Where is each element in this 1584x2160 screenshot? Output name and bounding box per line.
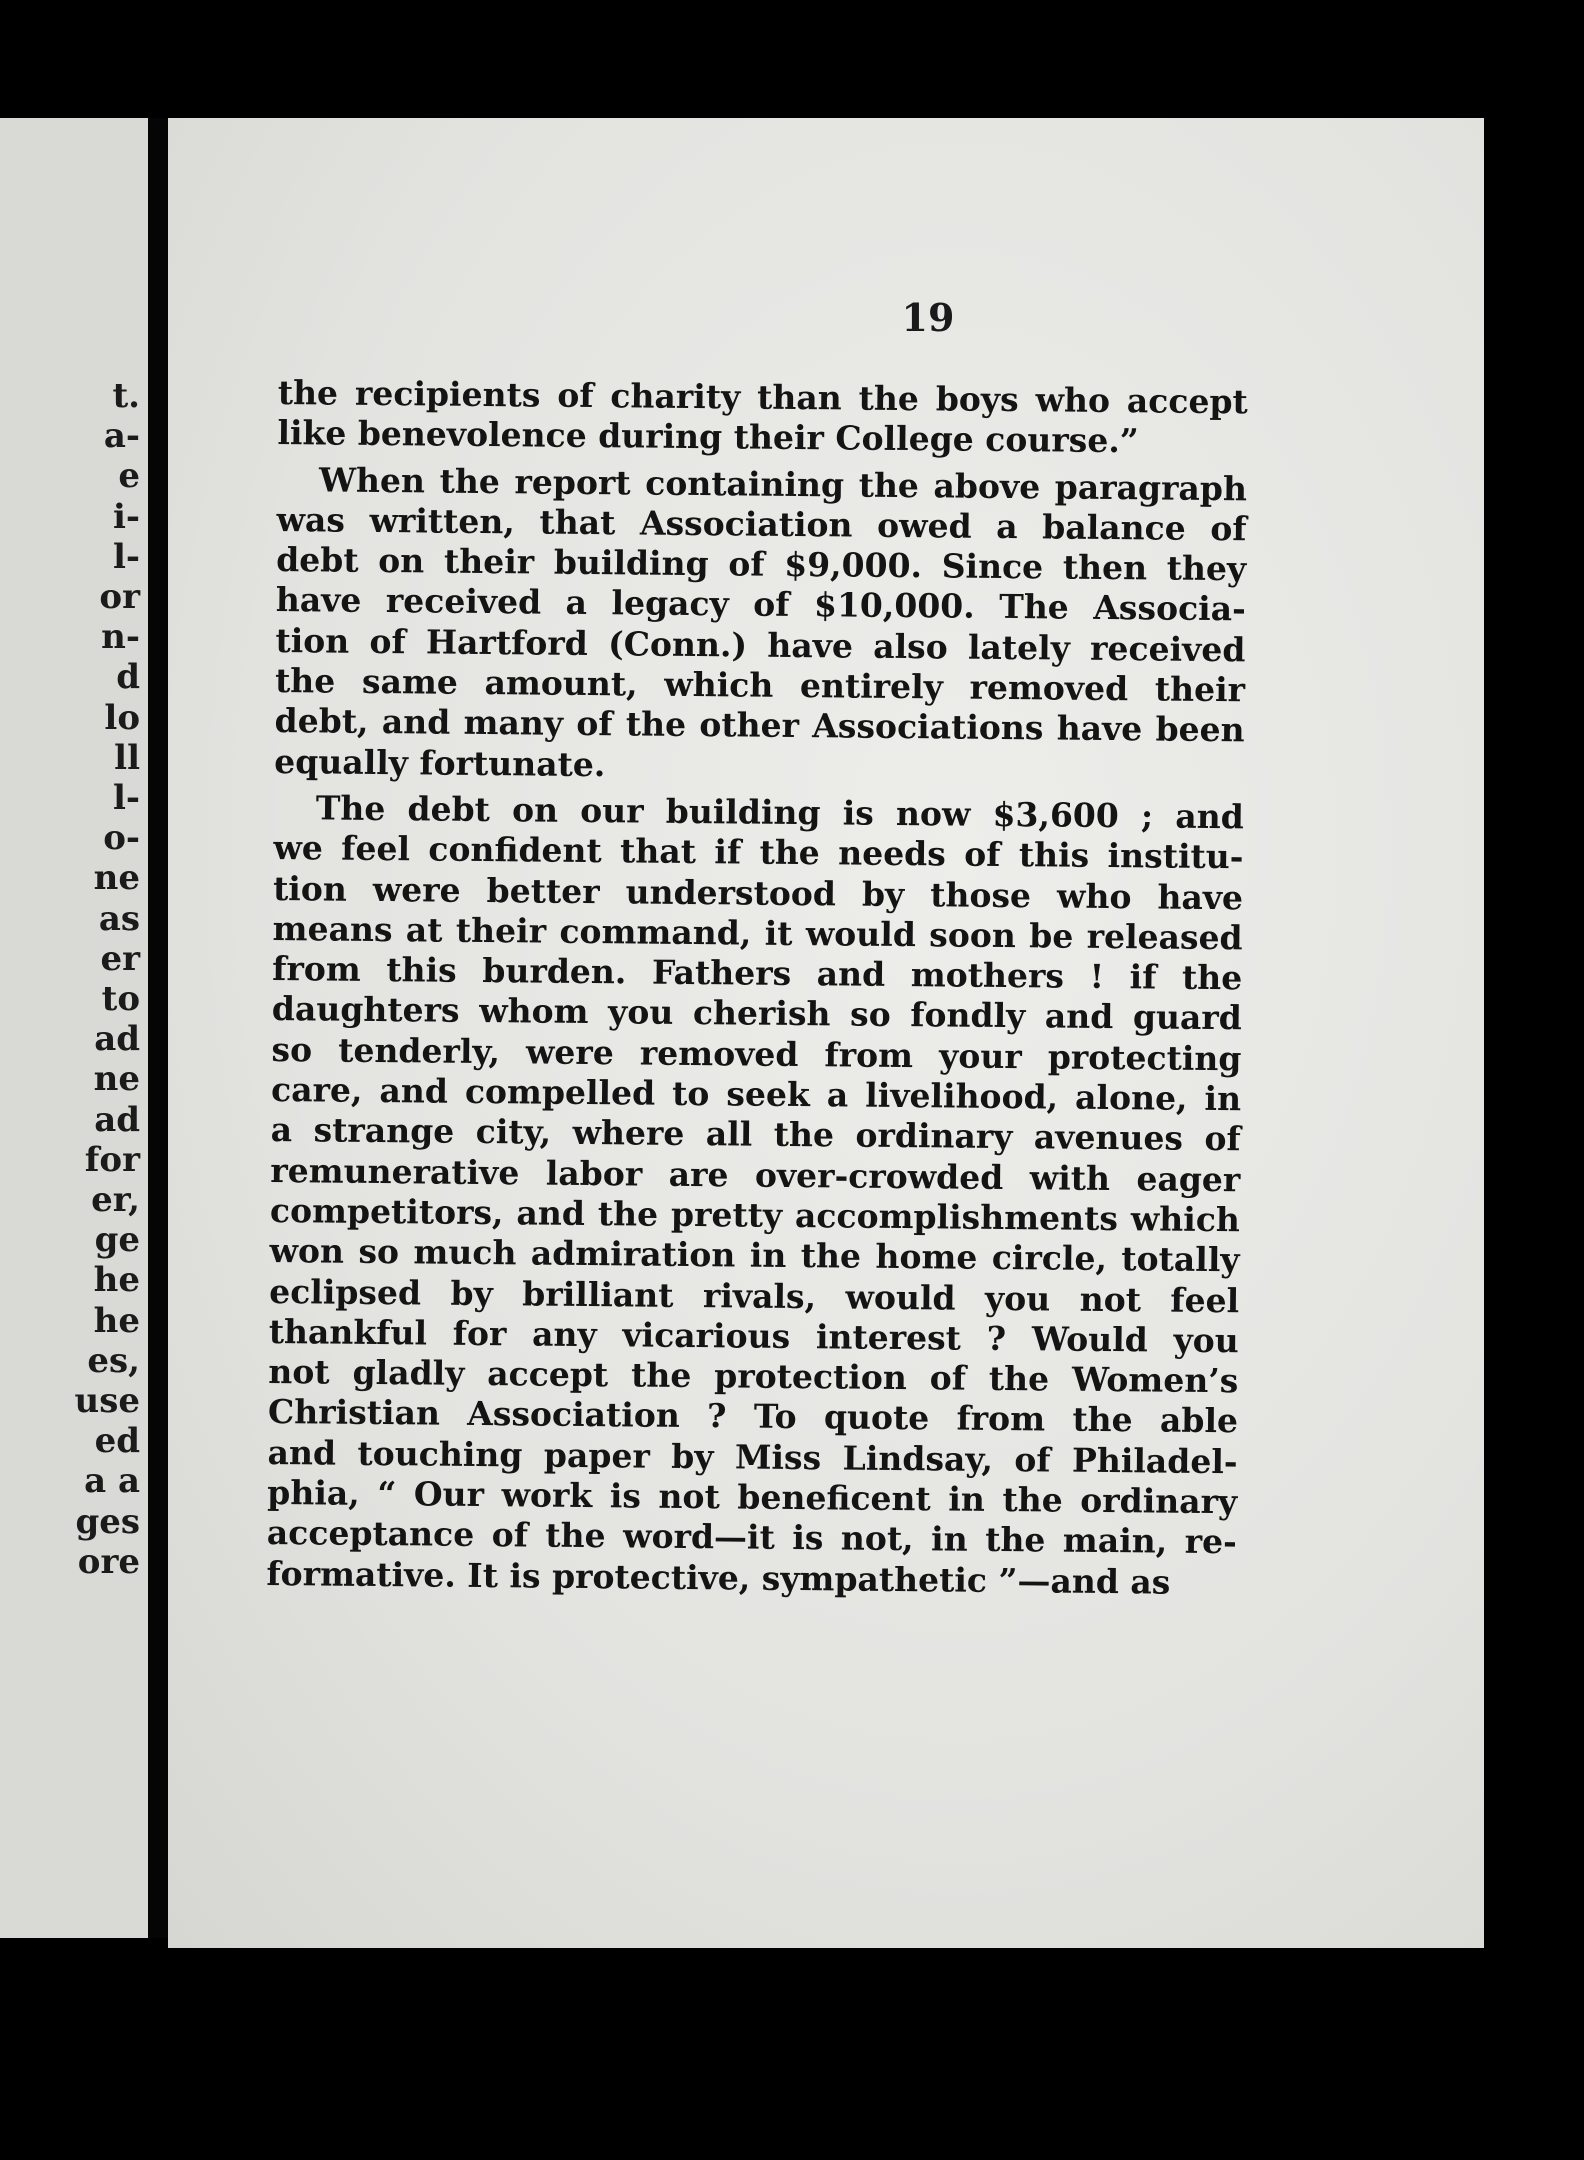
- paragraph: [274, 460, 1247, 792]
- left-fragment: er: [100, 938, 140, 979]
- text-line: like benevolence during their College course.”: [277, 413, 1139, 461]
- left-fragment: a-: [103, 416, 140, 457]
- text-line: The debt on our building is now $3,600 ; and: [315, 788, 1244, 837]
- left-fragment: i-: [112, 496, 140, 537]
- left-fragment: use: [74, 1381, 140, 1422]
- text-line: we feel confident that if the needs of this institu-: [273, 828, 1244, 877]
- left-fragment: ed: [94, 1421, 140, 1462]
- text-line: daughters whom you cherish so fondly and guard: [271, 989, 1243, 1038]
- left-fragment: ll: [114, 737, 140, 778]
- text-line: When the report containing the above paragraph: [318, 459, 1248, 508]
- text-line: not gladly accept the protection of the Women’s: [268, 1352, 1239, 1401]
- left-fragment: ne: [93, 1059, 140, 1100]
- page-gutter: [148, 118, 168, 1938]
- text-line: acceptance of the word—it is not, in the main, re-: [266, 1513, 1238, 1562]
- text-line: was written, that Association owed a balance of: [276, 499, 1247, 549]
- left-page-edge: [0, 118, 148, 1938]
- text-line: debt, and many of the other Associations have been: [274, 701, 1245, 750]
- left-page-text-fragments: [0, 376, 148, 1582]
- left-fragment: l-: [112, 778, 140, 819]
- left-fragment: lo: [104, 697, 140, 738]
- left-fragment: as: [98, 898, 140, 939]
- text-line: competitors, and the pretty accomplishments which: [269, 1190, 1241, 1240]
- left-fragment: o-: [103, 818, 140, 859]
- left-fragment: d: [116, 657, 140, 698]
- text-line: equally fortunate.: [274, 741, 606, 784]
- page-number: 19: [901, 295, 955, 340]
- right-page: [168, 118, 1484, 1948]
- text-line: and touching paper by Miss Lindsay, of Philadel-: [267, 1432, 1238, 1481]
- text-line: eclipsed by brilliant rivals, would you not feel: [269, 1271, 1240, 1320]
- left-fragment: t.: [112, 376, 140, 416]
- left-fragment: l-: [112, 536, 140, 577]
- text-line: means at their command, it would soon be released: [272, 908, 1243, 958]
- text-line: the same amount, which entirely removed their: [274, 661, 1246, 710]
- text-line: Christian Association ? To quote from the able: [267, 1392, 1239, 1441]
- left-fragment: a a: [84, 1461, 140, 1502]
- text-line: remunerative labor are over-crowded with eager: [270, 1150, 1241, 1199]
- left-fragment: he: [93, 1260, 140, 1301]
- paragraph: [277, 373, 1248, 463]
- left-fragment: ges: [75, 1501, 140, 1542]
- text-line: from this burden. Fathers and mothers ! if the: [272, 949, 1243, 998]
- left-fragment: ad: [94, 1019, 140, 1060]
- left-fragment: er,: [91, 1180, 140, 1221]
- left-fragment: ne: [93, 858, 140, 899]
- text-line: the recipients of charity than the boys who accept: [277, 373, 1248, 422]
- text-line: a strange city, where all the ordinary avenues of: [270, 1110, 1241, 1159]
- text-line: debt on their building of $9,000. Since then they: [276, 540, 1247, 589]
- left-fragment: ore: [77, 1541, 140, 1582]
- left-fragment: for: [84, 1139, 140, 1180]
- left-fragment: n-: [101, 617, 140, 658]
- text-line: phia, “ Our work is not beneficent in the ordinary: [267, 1472, 1238, 1522]
- left-fragment: he: [93, 1300, 140, 1341]
- text-line: won so much admiration in the home circle, totally: [269, 1231, 1240, 1280]
- text-line: care, and compelled to seek a livelihood, alone, in: [270, 1070, 1242, 1119]
- left-fragment: to: [101, 979, 140, 1020]
- text-line: tion were better understood by those who have: [272, 868, 1244, 917]
- text-line: thankful for any vicarious interest ? Would you: [268, 1311, 1239, 1361]
- left-fragment: or: [99, 577, 140, 618]
- left-fragment: e: [118, 456, 140, 497]
- left-fragment: ad: [94, 1099, 140, 1140]
- paragraph: [266, 788, 1244, 1603]
- text-line: have received a legacy of $10,000. The Associa-: [275, 580, 1246, 629]
- left-fragment: ge: [94, 1220, 140, 1261]
- text-line: tion of Hartford (Conn.) have also lately received: [275, 620, 1246, 670]
- body-text: [266, 373, 1248, 1603]
- text-line: formative. It is protective, sympathetic ”—and as: [266, 1553, 1171, 1602]
- left-fragment: es,: [87, 1340, 140, 1381]
- text-line: so tenderly, were removed from your protecting: [271, 1029, 1242, 1079]
